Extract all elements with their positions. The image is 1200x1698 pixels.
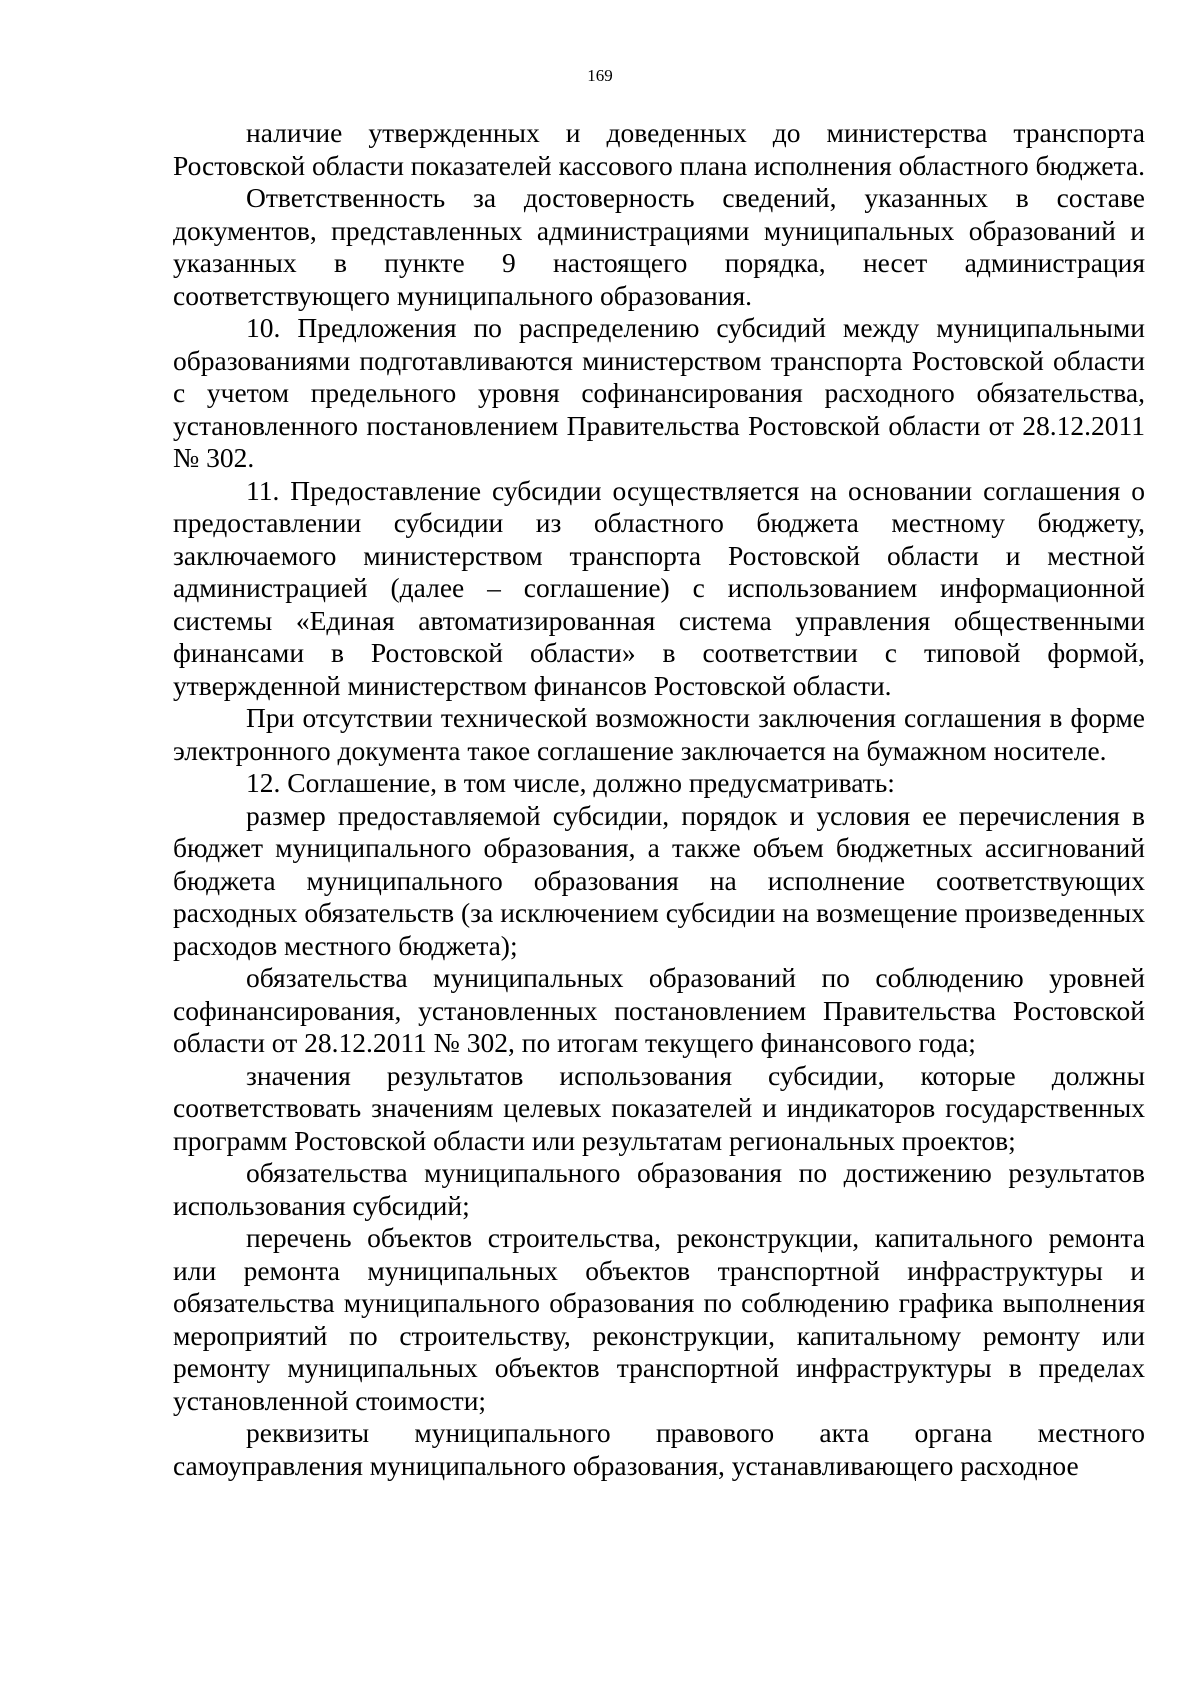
paragraph: 12. Соглашение, в том числе, должно предусматривать: xyxy=(246,767,895,798)
paragraph: Ответственность за достоверность сведений, указанных в составе документов, представленных администрациями муниципальных образований и указанных в пункте 9 настоящего порядка, несет администрация соответствующего муниципального образования. xyxy=(173,182,1145,311)
paragraph: обязательства муниципального образования по достижению результатов использования субсидий; xyxy=(173,1157,1145,1221)
paragraph: значения результатов использования субсидии, которые должны соответствовать значениям целевых показателей и индикаторов государственных программ Ростовской области или результатам региональных проектов; xyxy=(173,1059,1145,1156)
paragraph: обязательства муниципальных образований по соблюдению уровней софинансирования, установленных постановлением Правительства Ростовской области от 28.12.2011 № 302, по итогам текущего финансового года; xyxy=(173,962,1145,1058)
paragraph: реквизиты муниципального правового акта органа местного самоуправления муниципального образования, устанавливающего расходное xyxy=(173,1417,1145,1481)
paragraph: При отсутствии технической возможности заключения соглашения в форме электронного документа такое соглашение заключается на бумажном носителе. xyxy=(173,702,1145,766)
paragraph: 10. Предложения по распределению субсидий между муниципальными образованиями подготавливаются министерством транспорта Ростовской области с учетом предельного уровня софинансирования расходного обязательства, установленного постановлением Правительства Ростовской области от 28.12.2011 № 302. xyxy=(173,312,1145,473)
page-number: 169 xyxy=(587,66,613,85)
paragraph: перечень объектов строительства, реконструкции, капитального ремонта или ремонта муниципальных объектов транспортной инфраструктуры и обязательства муниципального образования по соблюдению графика выполнения мероприятий по строительству, реконструкции, капитальному ремонту или ремонту муниципальных объектов транспортной инфраструктуры в пределах установленной стоимости; xyxy=(173,1222,1145,1416)
paragraph: 11. Предоставление субсидии осуществляется на основании соглашения о предоставлении субсидии из областного бюджета местному бюджету, заключаемого министерством транспорта Ростовской области и местной администрацией (далее – соглашение) с использованием информационной системы «Единая автоматизированная система управления общественными финансами в Ростовской области» в соответствии с типовой формой, утвержденной министерством финансов Ростовской области. xyxy=(173,474,1145,701)
document-body xyxy=(173,117,1145,1482)
paragraph: размер предоставляемой субсидии, порядок и условия ее перечисления в бюджет муниципального образования, а также объем бюджетных ассигнований бюджета муниципального образования на исполнение соответствующих расходных обязательств (за исключением субсидии на возмещение произведенных расходов местного бюджета); xyxy=(173,799,1145,961)
paragraph: наличие утвержденных и доведенных до министерства транспорта Ростовской области показателей кассового плана исполнения областного бюджета. xyxy=(173,117,1145,181)
